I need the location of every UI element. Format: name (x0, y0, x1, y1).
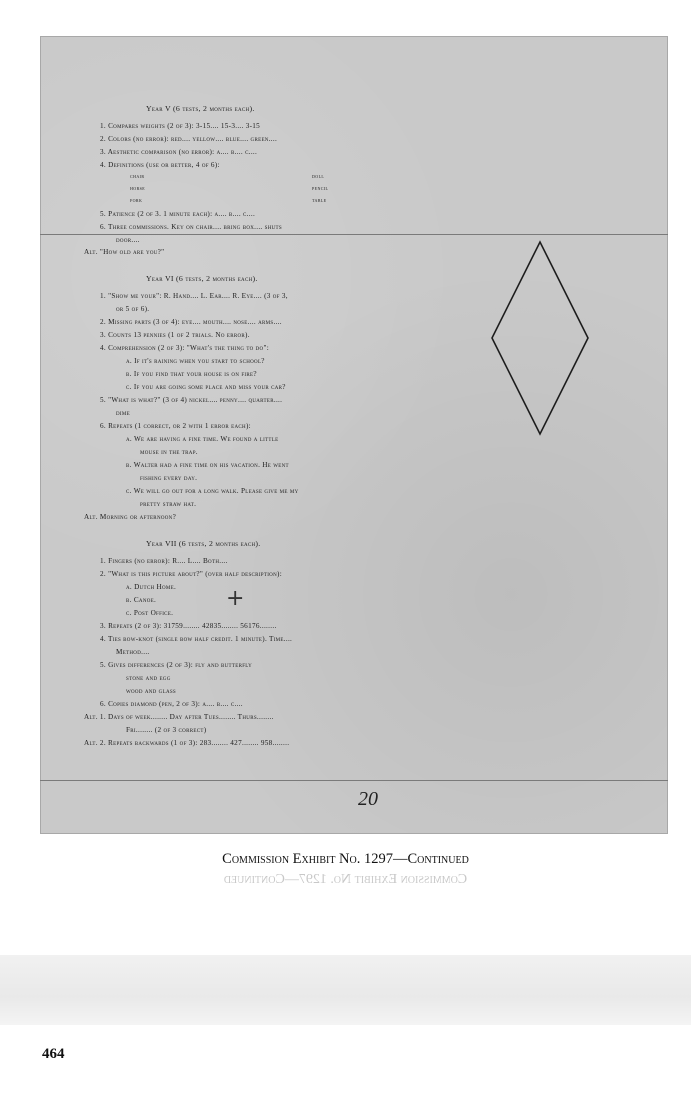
divider-line (40, 780, 668, 781)
text-line: Alt. 2. Repeats backwards (1 of 3): 283........ 427........ 958........ (84, 739, 290, 747)
year-v-heading: Year V (6 tests, 2 months each). (146, 104, 255, 113)
text-line: c. If you are going some place and miss your car? (126, 383, 286, 391)
text-line: 5. Patience (2 of 3. 1 minute each): a.... b.... c.... (100, 210, 256, 218)
definition-word: doll (312, 174, 325, 180)
text-line: c. Post Office. (126, 609, 174, 617)
text-line: 2. Missing parts (3 of 4): eye.... mouth.... nose.... arms.... (100, 318, 282, 326)
text-line: 5. Gives differences (2 of 3): fly and butterfly (100, 661, 253, 669)
exhibit-caption: Commission Exhibit No. 1297—Continued (222, 851, 469, 867)
caption-show-through: Commission Exhibit No. 1297—Continued (223, 872, 468, 887)
text-line: a. Dutch Home. (126, 583, 177, 591)
handwritten-cross-mark: + (226, 586, 245, 611)
text-line: mouse in the trap. (140, 448, 198, 456)
text-line: b. If you find that your house is on fire? (126, 370, 257, 378)
definition-word: table (312, 198, 327, 204)
divider-line (40, 234, 668, 235)
text-line: 3. Counts 13 pennies (1 of 2 trials. No error). (100, 331, 250, 339)
text-line: dime (116, 409, 130, 417)
text-line: c. We will go out for a long walk. Please give me my (126, 487, 299, 495)
text-line: or 5 of 6). (116, 305, 150, 313)
text-line: Alt. 1. Days of week........ Day after Tues........ Thurs........ (84, 713, 274, 721)
page-number: 464 (42, 1046, 65, 1062)
text-line: 4. Definitions (use or better, 4 of 6): (100, 161, 220, 169)
text-line: b. Walter had a fine time on his vacation. He went (126, 461, 289, 469)
exhibit-photograph (40, 36, 668, 834)
text-line: 6. Copies diamond (pen, 2 of 3): a.... b.... c.... (100, 700, 243, 708)
text-line: 6. Three commissions. Key on chair.... bring box.... shuts (100, 223, 282, 231)
year-vi-heading: Year VI (6 tests, 2 months each). (146, 274, 258, 283)
text-line: 1. "Show me your": R. Hand.... L. Ear.... R. Eye.... (3 of 3, (100, 292, 288, 300)
text-line: 3. Aesthetic comparison (no error): a.... b.... c.... (100, 148, 258, 156)
handwritten-page-number: 20 (358, 788, 378, 810)
definition-word: horse (130, 186, 146, 192)
text-line: stone and egg (126, 674, 171, 682)
text-line: b. Canoe. (126, 596, 157, 604)
diamond-figure (490, 240, 590, 436)
scan-bleed-band (0, 955, 691, 1025)
text-line: 4. Ties bow-knot (single bow half credit. 1 minute). Time.... (100, 635, 293, 643)
text-line: 1. Compares weights (2 of 3): 3-15.... 15-3.... 3-15 (100, 122, 261, 130)
text-line: Method.... (116, 648, 150, 656)
text-line: 4. Comprehension (2 of 3): "What's the thing to do": (100, 344, 270, 352)
text-line: 5. "What is what?" (3 of 4) nickel.... penny.... quarter.... (100, 396, 283, 404)
text-line: fishing every day. (140, 474, 198, 482)
definition-word: chair (130, 174, 145, 180)
text-line: Alt. "How old are you?" (84, 248, 165, 256)
text-line: 6. Repeats (1 correct, or 2 with 1 error each): (100, 422, 251, 430)
definition-word: pencil (312, 186, 329, 192)
year-vii-heading: Year VII (6 tests, 2 months each). (146, 539, 261, 548)
text-line: pretty straw hat. (140, 500, 197, 508)
definition-word: fork (130, 198, 143, 204)
text-line: a. If it's raining when you start to school? (126, 357, 265, 365)
text-line: 1. Fingers (no error): R.... L.... Both.... (100, 557, 228, 565)
text-line: door.... (116, 236, 140, 244)
text-line: 3. Repeats (2 of 3): 31759........ 42835........ 56176........ (100, 622, 277, 630)
text-line: a. We are having a fine time. We found a little (126, 435, 279, 443)
text-line: 2. Colors (no error): red.... yellow.... blue.... green.... (100, 135, 278, 143)
text-line: 2. "What is this picture about?" (over half description): (100, 570, 282, 578)
text-line: Alt. Morning or afternoon? (84, 513, 177, 521)
text-line: Fri........ (2 of 3 correct) (126, 726, 207, 734)
text-line: wood and glass (126, 687, 177, 695)
